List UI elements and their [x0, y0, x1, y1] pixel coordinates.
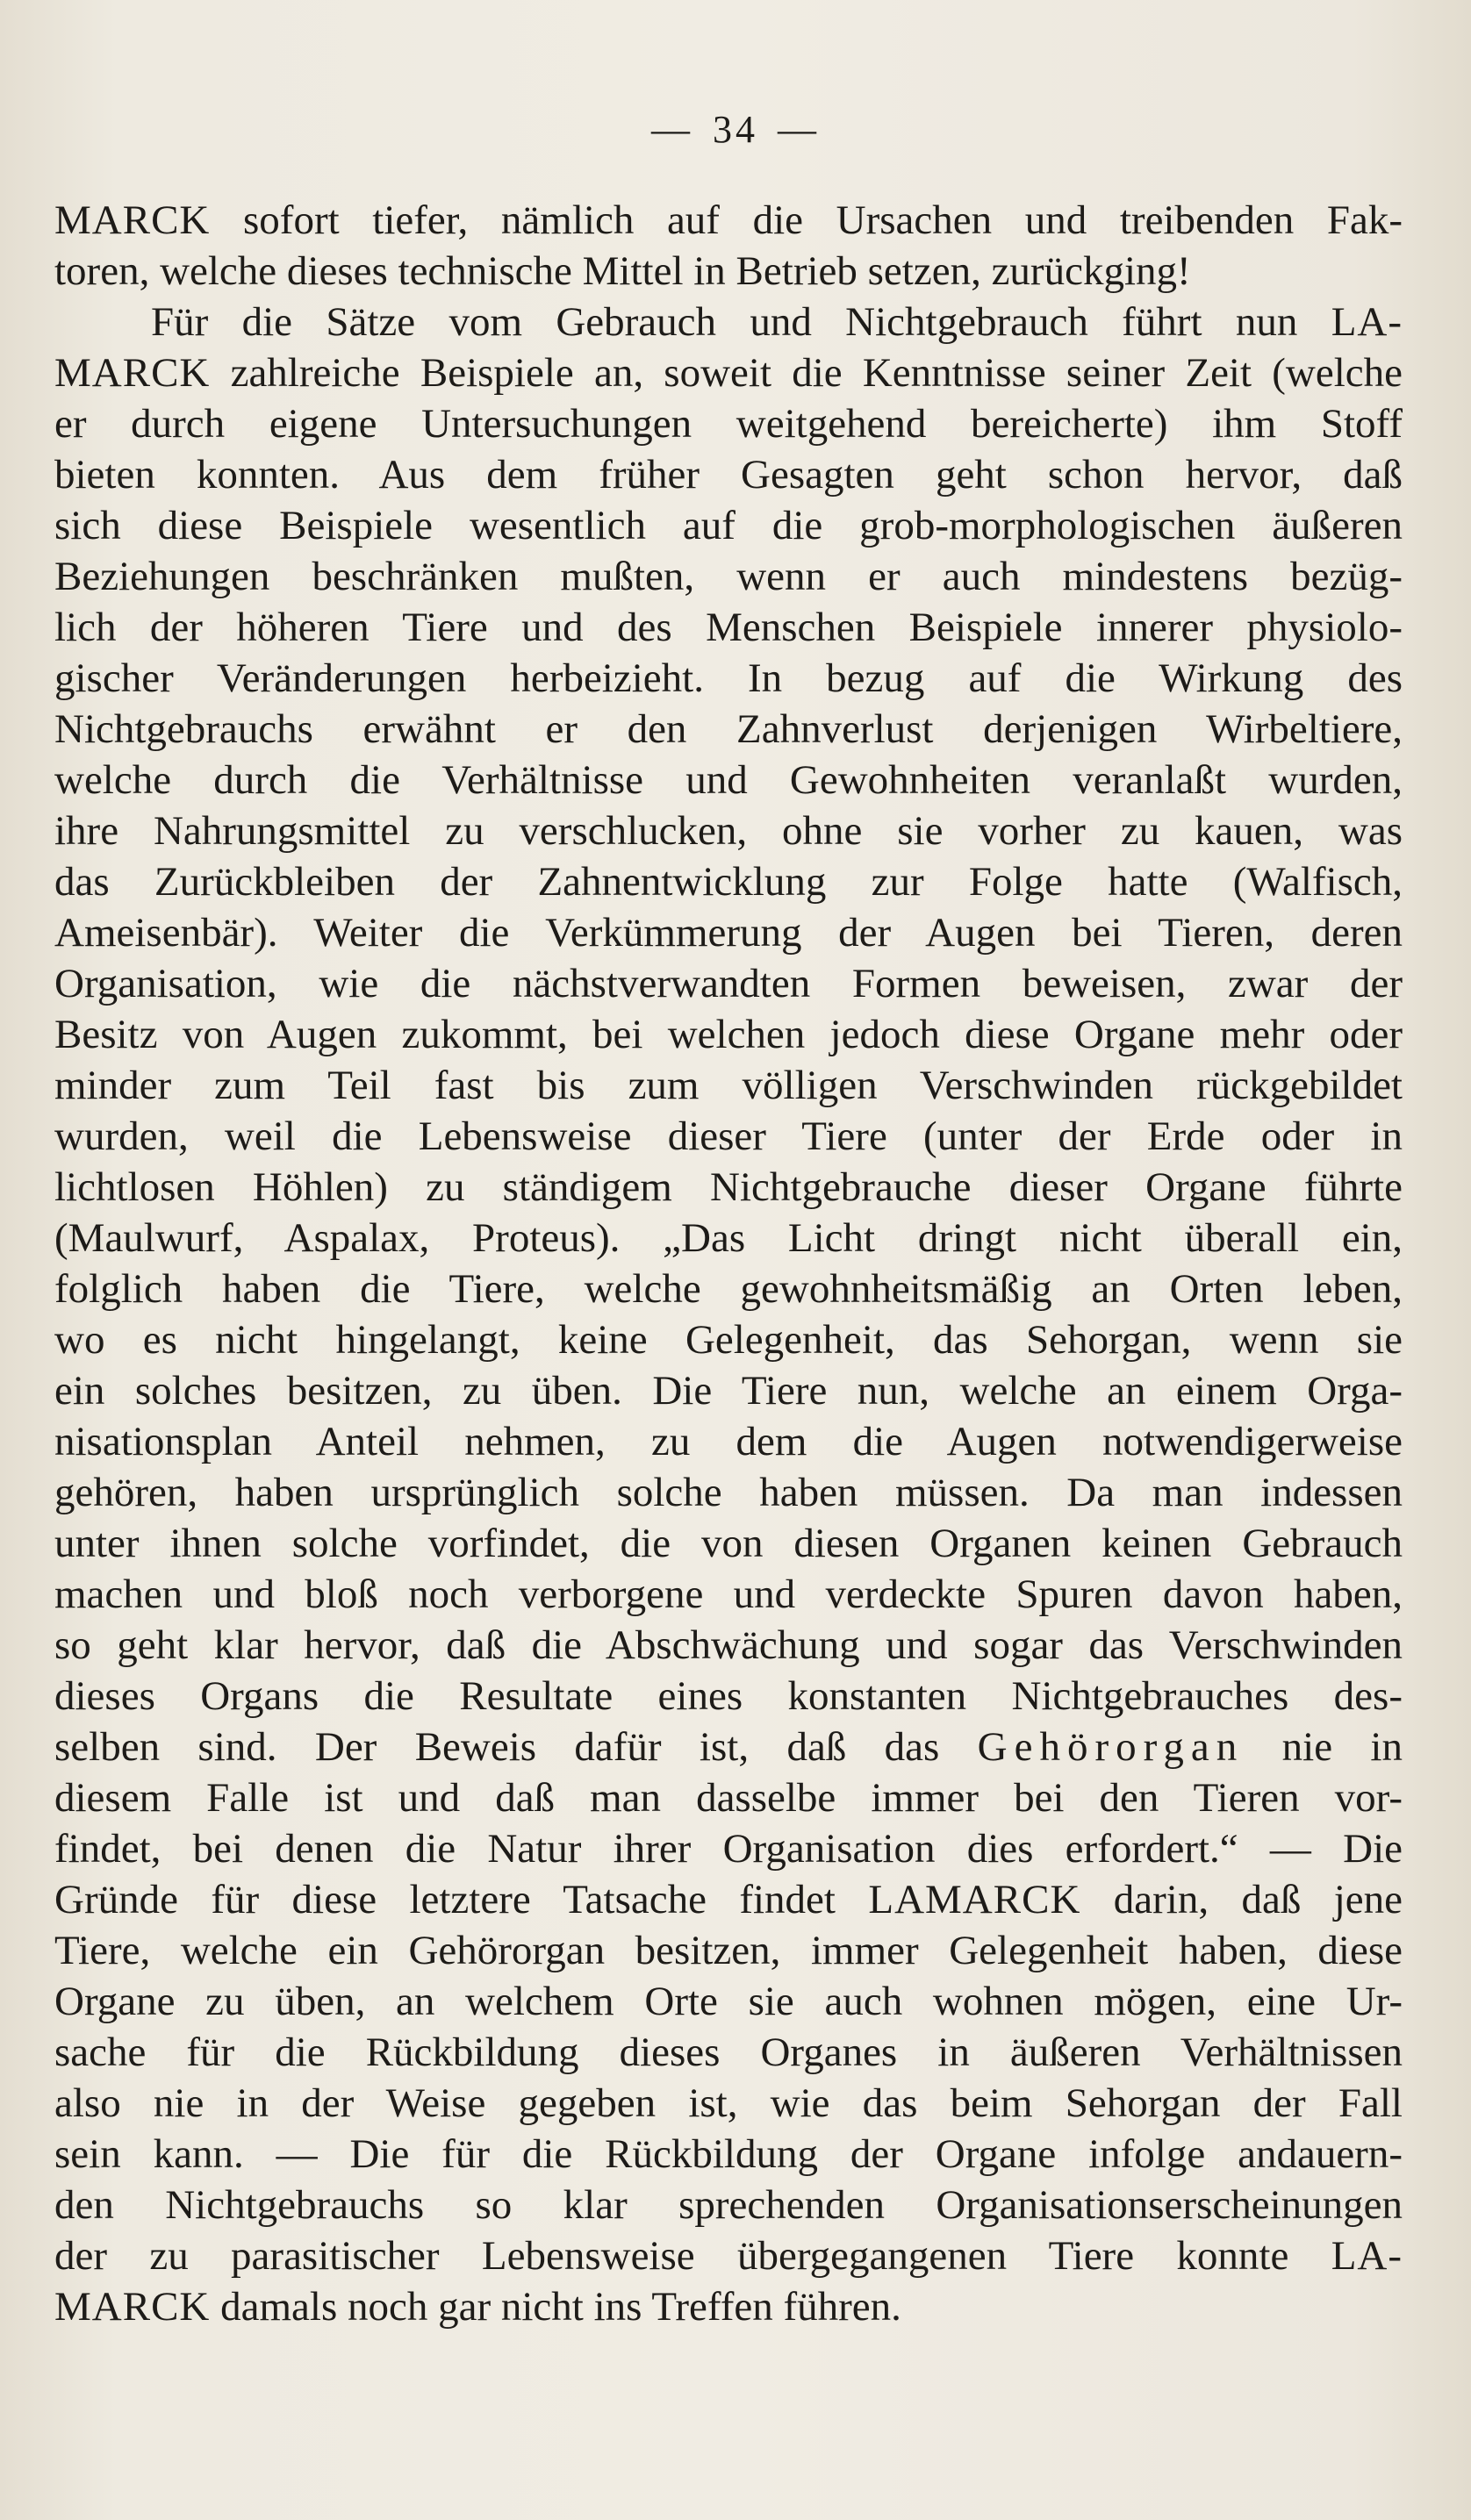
text-line [54, 1976, 1403, 2027]
text-line [54, 551, 1403, 602]
text-segment: lichtlosen Höhlen) zu ständigem Nichtgebrauche dieser Organe führte [54, 1164, 1403, 1210]
text-segment: Organisation, wie die nächstverwandten Formen beweisen, zwar der [54, 961, 1403, 1006]
text-segment: (Maulwurf, Aspalax, Proteus). „Das Licht dringt nicht überall ein, [54, 1215, 1403, 1261]
text-line [54, 1264, 1403, 1314]
text-segment: selben sind. Der Beweis dafür ist, daß das [54, 1724, 978, 1770]
text-segment: der zu parasitischer Lebensweise übergegangenen Tiere konnte [54, 2233, 1331, 2279]
text-segment: gehören, haben ursprünglich solche haben müssen. Da man indessen [54, 1470, 1403, 1515]
text-line [54, 398, 1403, 449]
text-line [54, 1772, 1403, 1823]
text-line [54, 347, 1403, 398]
text-segment: wurden, weil die Lebensweise dieser Tiere (unter der Erde oder in [54, 1113, 1403, 1159]
text-line [54, 805, 1403, 856]
text-segment: wo es nicht hingelangt, keine Gelegenheit, das Sehorgan, wenn sie [54, 1317, 1403, 1363]
text-line [54, 1874, 1403, 1925]
text-line [54, 500, 1403, 551]
body-text [54, 195, 1403, 2332]
author-name: MARCK [54, 2284, 211, 2330]
text-line [54, 1162, 1403, 1213]
text-line [54, 704, 1403, 755]
text-line [54, 1365, 1403, 1416]
text-line [54, 246, 1403, 297]
text-line [54, 1569, 1403, 1620]
text-line [54, 1467, 1403, 1518]
text-line [54, 653, 1403, 704]
author-name: LA- [1331, 299, 1403, 345]
text-segment: Besitz von Augen zukommt, bei welchen jedoch diese Organe mehr oder [54, 1012, 1403, 1057]
text-segment: Tiere, welche ein Gehörorgan besitzen, immer Gelegenheit haben, diese [54, 1928, 1403, 1973]
text-line [54, 1722, 1403, 1772]
text-segment: das Zurückbleiben der Zahnentwicklung zur Folge hatte (Walfisch, [54, 859, 1403, 905]
text-segment: sache für die Rückbildung dieses Organes in äußeren Verhältnissen [54, 2030, 1403, 2075]
text-segment: Organe zu üben, an welchem Orte sie auch wohnen mögen, eine Ur- [54, 1979, 1403, 2024]
text-segment: diesem Falle ist und daß man dasselbe immer bei den Tieren vor- [54, 1775, 1403, 1821]
text-line [54, 1671, 1403, 1722]
text-line [54, 1060, 1403, 1111]
author-name: LAMARCK [868, 1877, 1081, 1922]
text-line [54, 2230, 1403, 2281]
text-line [54, 856, 1403, 907]
text-line [54, 1823, 1403, 1874]
page-number-value: 34 [713, 108, 758, 151]
text-segment: findet, bei denen die Natur ihrer Organisation dies erfordert.“ — Die [54, 1826, 1403, 1872]
text-line [54, 602, 1403, 653]
author-name: LA- [1331, 2233, 1403, 2279]
author-name: MARCK [54, 350, 211, 396]
text-segment: gischer Veränderungen herbeizieht. In bezug auf die Wirkung des [54, 655, 1403, 701]
text-segment: darin, daß jene [1080, 1877, 1403, 1922]
text-line [54, 2180, 1403, 2230]
text-line [54, 755, 1403, 805]
text-segment: damals noch gar nicht ins Treffen führen. [210, 2284, 901, 2330]
text-segment: Für die Sätze vom Gebrauch und Nichtgebrauch führt nun [151, 299, 1331, 345]
text-segment: den Nichtgebrauchs so klar sprechenden Organisationserscheinungen [54, 2182, 1403, 2228]
page-number-dash-right: — [778, 108, 820, 151]
author-name: MARCK [54, 197, 211, 243]
text-segment: dieses Organs die Resultate eines konstanten Nichtgebrauches des- [54, 1673, 1403, 1719]
emphasized-term: Gehörorgan [977, 1724, 1245, 1770]
text-line [54, 195, 1403, 246]
text-segment: machen und bloß noch verborgene und verdeckte Spuren davon haben, [54, 1571, 1403, 1617]
text-line [54, 1111, 1403, 1162]
text-line [54, 1314, 1403, 1365]
text-segment: Nichtgebrauchs erwähnt er den Zahnverlust derjenigen Wirbeltiere, [54, 706, 1403, 752]
text-line [54, 2281, 1403, 2332]
text-line [54, 297, 1403, 347]
text-segment: er durch eigene Untersuchungen weitgehend bereicherte) ihm Stoff [54, 401, 1403, 447]
text-segment: sofort tiefer, nämlich auf die Ursachen und treibenden Fak- [210, 197, 1403, 243]
text-segment: ihre Nahrungsmittel zu verschlucken, ohne sie vorher zu kauen, was [54, 808, 1403, 854]
text-line [54, 2027, 1403, 2078]
text-segment: so geht klar hervor, daß die Abschwächung und sogar das Verschwinden [54, 1622, 1403, 1668]
page-number-dash-left: — [651, 108, 693, 151]
text-line [54, 907, 1403, 958]
text-line [54, 1518, 1403, 1569]
text-segment: sich diese Beispiele wesentlich auf die grob-morphologischen äußeren [54, 503, 1403, 548]
text-segment: toren, welche dieses technische Mittel in Betrieb setzen, zurückging! [54, 248, 1191, 294]
text-line [54, 1620, 1403, 1671]
text-segment: Ameisenbär). Weiter die Verkümmerung der Augen bei Tieren, deren [54, 910, 1403, 956]
text-segment: zahlreiche Beispiele an, soweit die Kenntnisse seiner Zeit (welche [210, 350, 1403, 396]
text-line [54, 958, 1403, 1009]
page-number [0, 107, 1471, 152]
text-segment: Beziehungen beschränken mußten, wenn er auch mindestens bezüg- [54, 554, 1403, 599]
text-line [54, 449, 1403, 500]
text-segment: bieten konnten. Aus dem früher Gesagten geht schon hervor, daß [54, 452, 1403, 498]
text-line [54, 2078, 1403, 2129]
text-segment: unter ihnen solche vorfindet, die von diesen Organen keinen Gebrauch [54, 1521, 1403, 1566]
text-segment: ein solches besitzen, zu üben. Die Tiere nun, welche an einem Orga- [54, 1368, 1403, 1414]
text-segment: sein kann. — Die für die Rückbildung der Organe infolge andauern- [54, 2131, 1403, 2177]
text-segment: nie in [1244, 1724, 1403, 1770]
text-line [54, 1416, 1403, 1467]
text-line [54, 1213, 1403, 1264]
text-segment: welche durch die Verhältnisse und Gewohnheiten veranlaßt wurden, [54, 757, 1403, 803]
text-line [54, 1009, 1403, 1060]
text-segment: folglich haben die Tiere, welche gewohnheitsmäßig an Orten leben, [54, 1266, 1403, 1312]
text-segment: minder zum Teil fast bis zum völligen Verschwinden rückgebildet [54, 1063, 1403, 1108]
text-line [54, 1925, 1403, 1976]
text-line [54, 2129, 1403, 2180]
text-segment: nisationsplan Anteil nehmen, zu dem die Augen notwendigerweise [54, 1419, 1403, 1464]
text-segment: Gründe für diese letztere Tatsache findet [54, 1877, 869, 1922]
text-segment: also nie in der Weise gegeben ist, wie das beim Sehorgan der Fall [54, 2080, 1403, 2126]
text-segment: lich der höheren Tiere und des Menschen Beispiele innerer physiolo- [54, 605, 1403, 650]
